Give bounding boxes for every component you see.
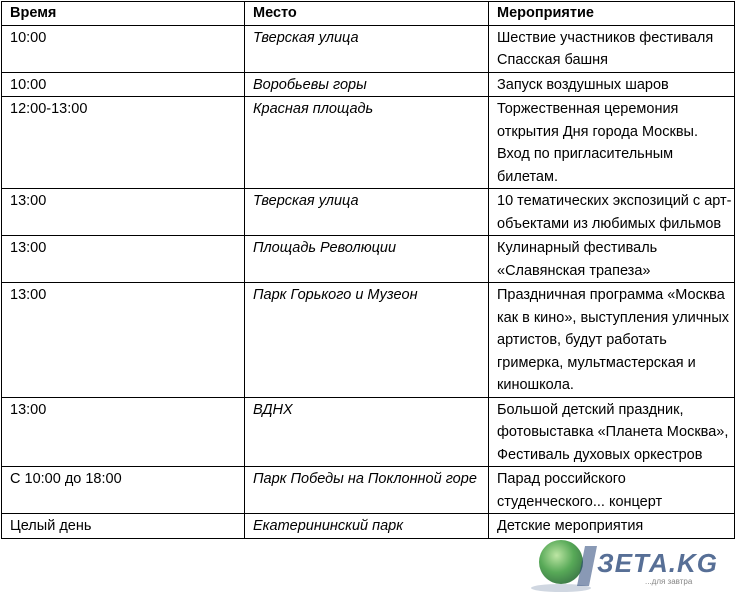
event-cell: Запуск воздушных шаров — [489, 72, 735, 97]
time-cell: Целый день — [2, 514, 245, 539]
table-row — [2, 189, 735, 236]
event-cell: Кулинарный фестиваль «Славянская трапеза» — [489, 236, 735, 283]
place-cell: Красная площадь — [245, 97, 489, 189]
header-time: Время — [2, 2, 245, 26]
event-cell: 10 тематических экспозиций с арт-объектами из любимых фильмов — [489, 189, 735, 236]
event-cell: Торжественная церемония открытия Дня города Москвы. Вход по пригласительным билетам. — [489, 97, 735, 189]
event-cell: Большой детский праздник, фотовыставка «Планета Москва», Фестиваль духовых оркестров — [489, 397, 735, 467]
table-row — [2, 25, 735, 72]
table-row — [2, 283, 735, 398]
watermark-tagline: ...для завтра — [645, 577, 693, 586]
table-row — [2, 397, 735, 467]
event-cell: Парад российского студенческого... концерт — [489, 467, 735, 514]
place-cell: Екатерининский парк — [245, 514, 489, 539]
place-cell: Тверская улица — [245, 189, 489, 236]
table-row — [2, 467, 735, 514]
table-row — [2, 514, 735, 539]
event-cell: Шествие участников фестиваля Спасская башня — [489, 25, 735, 72]
watermark-text: ЗЕТА.KG — [597, 548, 718, 578]
place-cell: Парк Горького и Музеон — [245, 283, 489, 398]
watermark-logo — [525, 536, 736, 593]
time-cell: 12:00-13:00 — [2, 97, 245, 189]
globe-icon — [525, 536, 605, 593]
time-cell: 10:00 — [2, 72, 245, 97]
place-cell: Площадь Революции — [245, 236, 489, 283]
place-cell: Парк Победы на Поклонной горе — [245, 467, 489, 514]
place-cell: ВДНХ — [245, 397, 489, 467]
time-cell: 10:00 — [2, 25, 245, 72]
place-cell: Тверская улица — [245, 25, 489, 72]
table-row — [2, 236, 735, 283]
header-row — [2, 2, 735, 26]
header-place: Место — [245, 2, 489, 26]
place-cell: Воробьевы горы — [245, 72, 489, 97]
header-event: Мероприятие — [489, 2, 735, 26]
time-cell: 13:00 — [2, 189, 245, 236]
event-cell: Детские мероприятия — [489, 514, 735, 539]
time-cell: 13:00 — [2, 283, 245, 398]
time-cell: 13:00 — [2, 236, 245, 283]
event-cell: Праздничная программа «Москва как в кино», выступления уличных артистов, будут работать гримерка, мультмастерская и киношкола. — [489, 283, 735, 398]
time-cell: 13:00 — [2, 397, 245, 467]
schedule-table — [1, 1, 735, 539]
time-cell: С 10:00 до 18:00 — [2, 467, 245, 514]
table-row — [2, 72, 735, 97]
table-row — [2, 97, 735, 189]
